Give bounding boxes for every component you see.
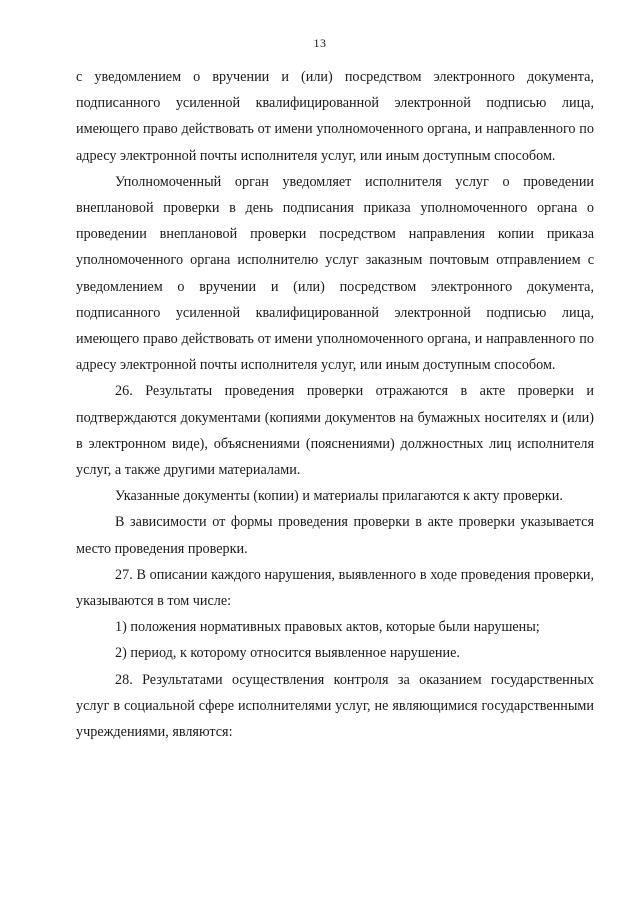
paragraph-item-28: 28. Результатами осуществления контроля за оказанием государственных услуг в социальной сфере исполнителями услуг, не являющимися государственными учреждениями, являются: (76, 671, 594, 741)
paragraph-inspection-place: В зависимости от формы проведения проверки в акте проверки указывается место проведения проверки. (76, 514, 594, 557)
paragraph-item-26: 26. Результаты проведения проверки отражаются в акте проверки и подтверждаются документами (копиями документов на бумажных носителях и (или) в электронном виде), объяснениями (пояснениями) должностных лиц исполнителя услуг, а также другими материалами. (76, 383, 594, 479)
document-body (76, 64, 594, 745)
paragraph-notification: Уполномоченный орган уведомляет исполнителя услуг о проведении внеплановой проверки в день подписания приказа уполномоченного органа о проведении внеплановой проверки посредством направления копии приказа уполномоченного органа исполнителю услуг заказным почтовым отправлением с уведомлением о вручении и (или) посредством электронного документа, подписанного усиленной квалифицированной электронной подписью лица, имеющего право действовать от имени уполномоченного органа, и направленного по адресу электронной почты исполнителя услуг, или иным доступным способом. (76, 173, 594, 374)
list-item-2: 2) период, к которому относится выявленное нарушение. (115, 645, 460, 662)
page-number: 13 (313, 36, 327, 50)
paragraph-continuation: с уведомлением о вручении и (или) посредством электронного документа, подписанного усиленной квалифицированной электронной подписью лица, имеющего право действовать от имени уполномоченного органа, и направленного по адресу электронной почты исполнителя услуг, или иным доступным способом. (76, 69, 594, 164)
paragraph-item-27: 27. В описании каждого нарушения, выявленного в ходе проведения проверки, указываются в том числе: (76, 566, 594, 610)
paragraph-attachments: Указанные документы (копии) и материалы прилагаются к акту проверки. (115, 488, 563, 505)
list-item-1: 1) положения нормативных правовых актов, которые были нарушены; (115, 619, 540, 636)
